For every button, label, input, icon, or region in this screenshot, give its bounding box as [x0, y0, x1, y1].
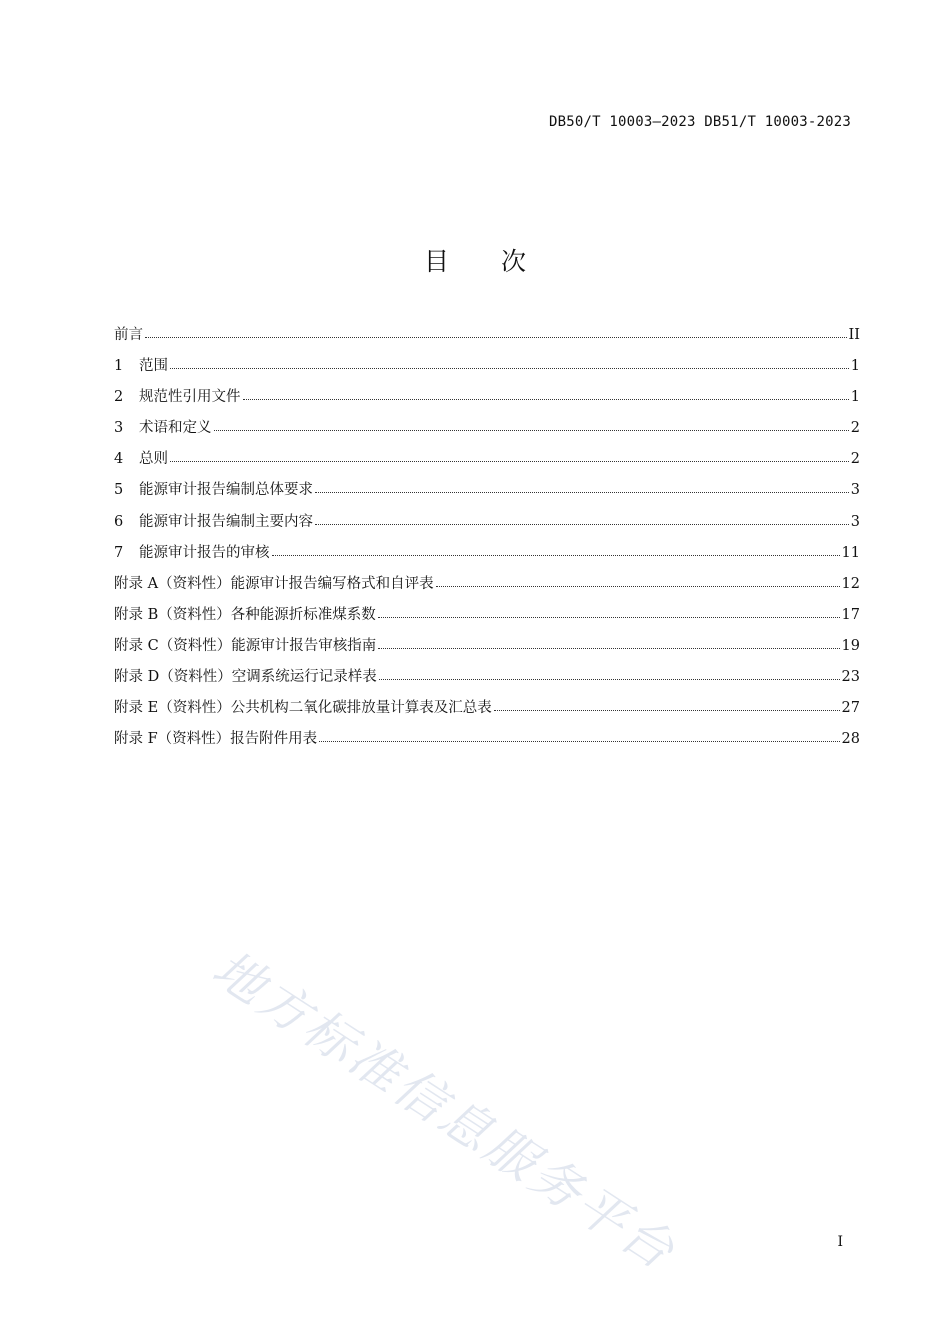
toc-entry-page: 3 [850, 513, 860, 530]
toc-entry-page: 28 [841, 731, 860, 748]
toc-leader [319, 741, 839, 742]
toc-leader [315, 492, 849, 493]
toc-entry-label: 附录 A（资料性）能源审计报告编写格式和自评表 [114, 575, 434, 592]
toc-entry-appendix-b[interactable] [114, 602, 860, 633]
toc-entry-number: 6 [114, 513, 124, 530]
toc-leader [436, 586, 840, 587]
page-number: I [837, 1234, 843, 1250]
toc-leader [379, 679, 840, 680]
toc-entry-label: 规范性引用文件 [139, 389, 241, 406]
toc-entry-page: 2 [850, 420, 860, 437]
toc-entry-page: 19 [841, 637, 860, 654]
toc-entry-3[interactable] [114, 415, 860, 446]
toc-entry-label: 能源审计报告编制主要内容 [139, 513, 313, 530]
toc-entry-label: 范围 [139, 358, 168, 375]
toc-leader [272, 555, 840, 556]
toc-entry-appendix-d[interactable] [114, 664, 860, 695]
toc-entry-1[interactable] [114, 353, 860, 384]
toc-entry-page: 12 [841, 575, 860, 592]
toc-entry-appendix-e[interactable] [114, 695, 860, 726]
toc-leader [145, 337, 847, 338]
toc-entry-page: 1 [850, 389, 860, 406]
toc-entry-4[interactable] [114, 446, 860, 477]
toc-entry-page: 23 [841, 669, 860, 686]
toc-entry-page: 2 [850, 451, 860, 468]
toc-entry-number: 3 [114, 420, 124, 437]
toc-entry-page: 11 [841, 544, 860, 561]
toc-entry-label: 能源审计报告的审核 [139, 544, 270, 561]
toc-entry-page: II [848, 327, 860, 343]
toc-entry-number: 1 [114, 358, 124, 375]
toc-entry-number: 2 [114, 389, 124, 406]
toc-leader [170, 461, 849, 462]
toc-entry-label: 附录 F（资料性）报告附件用表 [114, 731, 318, 748]
page-title-char-1: 目 [423, 247, 449, 276]
toc-entry-page: 1 [850, 358, 860, 375]
toc-entry-number: 4 [114, 451, 124, 468]
standard-code: DB50/T 10003—2023 DB51/T 10003-2023 [548, 114, 851, 130]
toc-entry-appendix-c[interactable] [114, 633, 860, 664]
toc-entry-number: 5 [114, 482, 124, 499]
toc-entry-label: 术语和定义 [139, 420, 212, 437]
toc-entry-7[interactable] [114, 540, 860, 571]
toc-entry-preface[interactable] [114, 322, 860, 353]
toc-leader [315, 524, 849, 525]
toc-leader [378, 617, 840, 618]
toc-entry-appendix-f[interactable] [114, 726, 860, 757]
toc-entry-label: 附录 D（资料性）空调系统运行记录样表 [114, 669, 377, 686]
toc-leader [243, 399, 849, 400]
toc-entry-number: 7 [114, 544, 124, 561]
page-title [0, 242, 950, 278]
toc-entry-label: 能源审计报告编制总体要求 [139, 482, 313, 499]
toc-leader [170, 368, 849, 369]
toc-entry-6[interactable] [114, 509, 860, 540]
toc-entry-label: 附录 E（资料性）公共机构二氧化碳排放量计算表及汇总表 [114, 700, 492, 717]
toc-entry-label: 附录 B（资料性）各种能源折标准煤系数 [114, 606, 376, 623]
page-title-char-2: 次 [501, 247, 527, 276]
toc-leader [214, 430, 849, 431]
toc-entry-page: 3 [850, 482, 860, 499]
toc-entry-page: 27 [841, 700, 860, 717]
toc-entry-label: 总则 [139, 451, 168, 468]
toc-entry-label: 附录 C（资料性）能源审计报告审核指南 [114, 637, 377, 654]
toc-leader [378, 648, 839, 649]
toc-entry-label: 前言 [114, 327, 143, 343]
toc-entry-5[interactable] [114, 477, 860, 508]
toc-entry-appendix-a[interactable] [114, 571, 860, 602]
watermark: 地方标准信息服务平台 [202, 939, 687, 1282]
toc-entry-2[interactable] [114, 384, 860, 415]
toc-leader [494, 710, 840, 711]
toc-entry-page: 17 [841, 606, 860, 623]
table-of-contents [114, 322, 860, 757]
